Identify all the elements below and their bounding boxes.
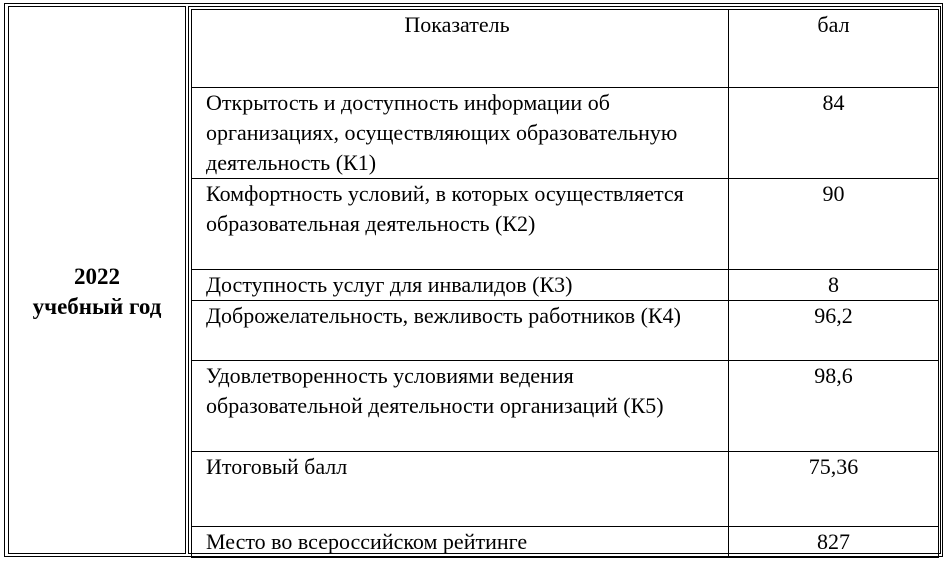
score-cell: 90 [729,179,939,270]
metrics-table [191,9,939,558]
table-row [192,527,939,558]
indicator-cell: Комфортность условий, в которых осуществляется образовательная деятельность (К2) [192,179,729,270]
score-cell: 96,2 [729,301,939,361]
indicator-cell: Доступность услуг для инвалидов (К3) [192,270,729,301]
table-row [192,301,939,361]
year-cell [8,6,186,554]
score-cell: 827 [729,527,939,558]
table-row [192,179,939,270]
table-header-row [192,10,939,88]
metrics-table-wrapper [188,6,941,554]
indicator-cell: Доброжелательность, вежливость работников (К4) [192,301,729,361]
indicator-cell: Удовлетворенность условиями ведения образовательной деятельности организаций (К5) [192,361,729,452]
table-row [192,452,939,527]
indicator-cell: Итоговый балл [192,452,729,527]
indicator-cell: Открытость и доступность информации об организациях, осуществляющих образовательную деятельность (К1) [192,88,729,179]
score-cell: 98,6 [729,361,939,452]
header-score: бал [729,10,939,88]
score-cell: 8 [729,270,939,301]
table-row [192,88,939,179]
score-cell: 75,36 [729,452,939,527]
indicator-cell: Место во всероссийском рейтинге [192,527,729,558]
year-number: 2022 [74,264,120,289]
header-indicator: Показатель [192,10,729,88]
rating-table-frame [4,3,943,557]
score-cell: 84 [729,88,939,179]
year-caption: учебный год [32,294,162,319]
table-row [192,270,939,301]
table-row [192,361,939,452]
